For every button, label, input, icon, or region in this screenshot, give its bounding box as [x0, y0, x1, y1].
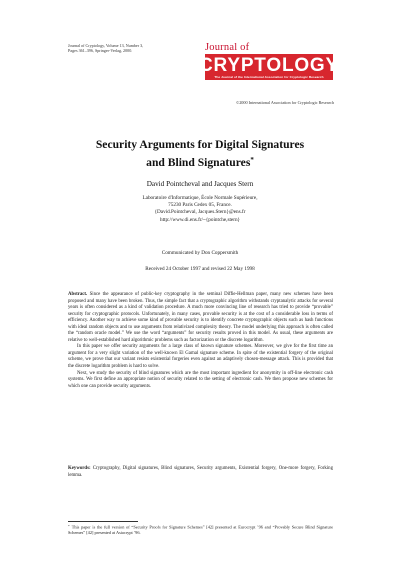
paper-title-line-1: Security Arguments for Digital Signatures [95, 138, 305, 151]
affiliation-email: {David.Pointcheval, Jacques.Stern}@ens.fr [154, 209, 246, 216]
abstract-paragraph-1-text: Since the appearance of public-key cryptography in the seminal Diffie-Hellman paper, many new schemes have been proposed and many have been broken. Thus, the simple fact that a cryptographic algorithm withstands cryptanalytic attacks for several years is often considered as a kind of validation procedure. A much more convincing line of research has tried to provide “provable” security for cryptographic protocols. Unfortunately, in many cases, provable security is at the cost of a considerable loss in terms of efficiency. Another way to achieve some kind of provable security is to identify concrete cryptographic objects such as hash functions with ideal random objects and to use arguments from relativized complexity theory. The model underlying this approach is often called the “random oracle model.” We use the word “arguments” for security results proved in this model. As usual, these arguments are relative to well-established hard algorithmic problems such as factorization or the discrete logarithm. [68, 292, 333, 343]
communicated-by: Communicated by Don Coppersmith [161, 250, 239, 256]
footnote-mark: * [68, 524, 70, 528]
paper-title [60, 138, 340, 170]
abstract-paragraph-3: Next, we study the security of blind signatures which are the most important ingredient for anonymity in off-line electronic cash systems. We first define an appropriate notion of security related to the setting of electronic cash. We then propose new schemes for which one can provide security arguments. [68, 370, 333, 389]
footnote [68, 524, 333, 536]
author-affiliation [60, 195, 340, 224]
journal-logo-name: CRYPTOLOGY [199, 55, 339, 76]
copyright-notice: ©2000 International Association for Cryptologic Research [236, 100, 334, 105]
journal-reference [68, 43, 143, 54]
abstract-paragraph-1 [68, 292, 333, 344]
keywords-text: Cryptography, Digital signatures, Blind signatures, Security arguments, Existential forgery, One-more forgery, Forking lemma. [68, 466, 333, 478]
paper-title-line-2 [60, 153, 340, 171]
journal-reference-line-1: Journal of Cryptology, Volume 13, Number 3, [68, 43, 144, 48]
journal-logo [199, 42, 339, 80]
journal-logo-top-text: Journal of [205, 42, 250, 53]
abstract-label: Abstract. [68, 292, 88, 297]
journal-logo-tagline: The Journal of the International Association for Cryptologic Research [214, 75, 324, 79]
journal-reference-line-2: Pages 361–396, Springer-Verlag, 2000. [68, 48, 133, 54]
keywords-label: Keywords: [68, 466, 91, 471]
footnote-divider [68, 521, 138, 522]
keywords [68, 466, 333, 479]
affiliation-line-2: 75230 Paris Cedex 05, France. [168, 202, 232, 209]
paper-authors: David Pointcheval and Jacques Stern [146, 180, 254, 188]
journal-logo-band [199, 54, 339, 80]
affiliation-url: http://www.di.ens.fr/~{pointche,stern} [159, 216, 241, 223]
footnote-text: This paper is the full version of “Security Proofs for Signature Schemes” [42] presented at Eurocrypt ’96 and “Provably Secure Blind Signature Schemes” [42] presented at Asiacrypt ’96. [68, 524, 333, 536]
affiliation-line-1: Laboratoire d'Informatique, École Normale Supérieure, [142, 195, 258, 201]
paper-title-line-2-text: and Blind Signatures [146, 155, 251, 169]
title-footnote-mark: * [250, 155, 254, 164]
abstract-paragraph-2: In this paper we offer security arguments for a large class of known signature schemes. Moreover, we give for the first time an argument for a very slight variation of the well-known El Gamal signature scheme. In spite of the existential forgery of the original scheme, we prove that our variant resists existential forgeries even against an adaptively chosen-message attack. This is provided that the discrete logarithm problem is hard to solve. [68, 344, 333, 370]
received-dates: Received 24 October 1997 and revised 22 May 1998 [145, 266, 255, 272]
abstract [68, 292, 333, 390]
